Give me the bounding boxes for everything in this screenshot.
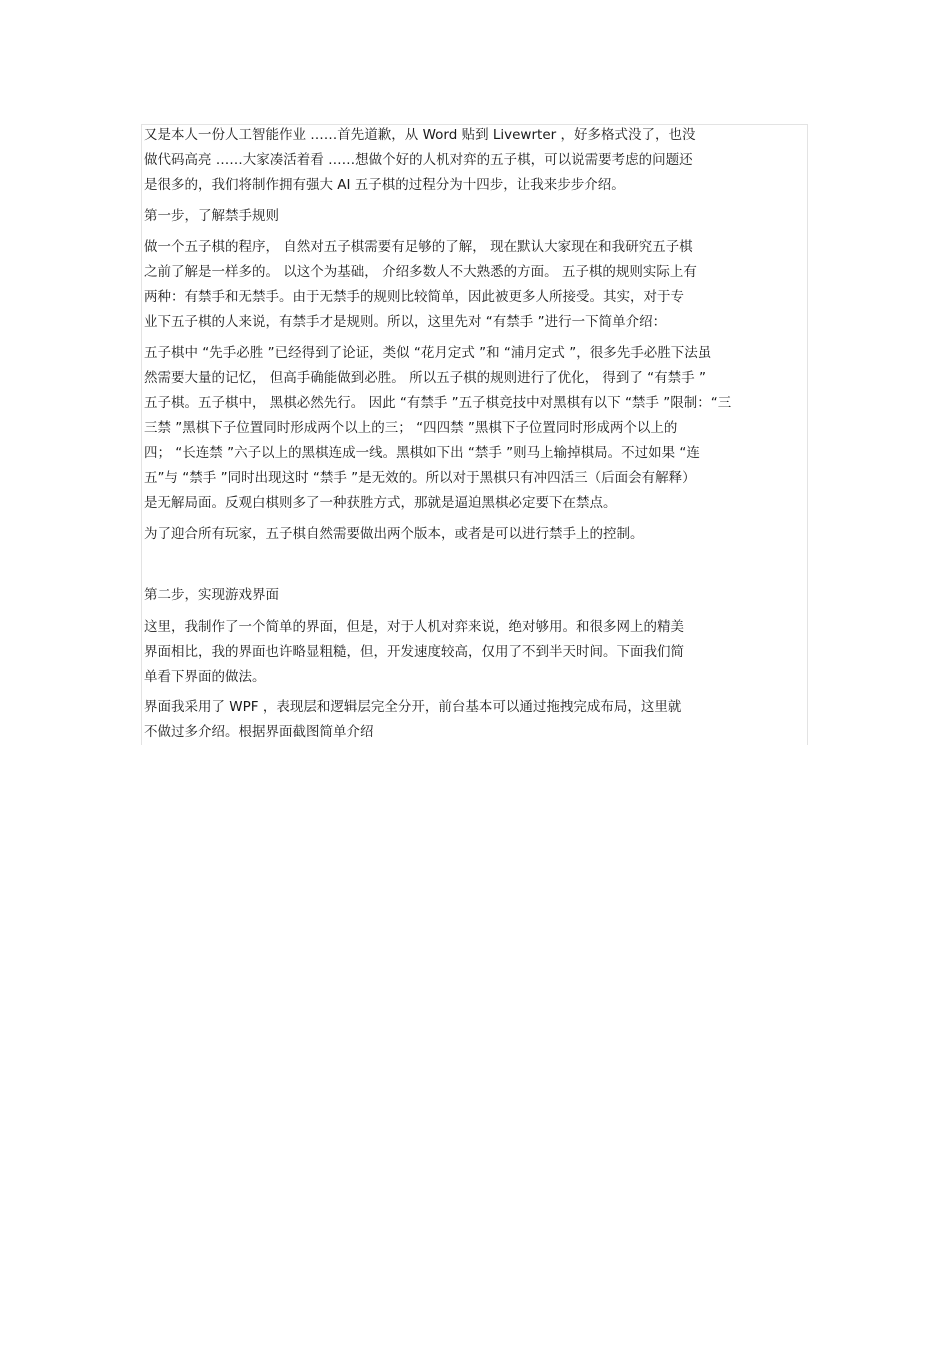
step1-para2-line-6: 五”与 “禁手 ”同时出现这时 “禁手 ”是无效的。所以对于黑棋只有冲四活三（后面会有解释） <box>144 470 696 486</box>
intro-line-2: 做代码高亮 ……大家凑活着看 ……想做个好的人机对弈的五子棋，可以说需要考虑的问题还 <box>144 152 693 168</box>
step1-para2-line-4: 三禁 ”黑棋下子位置同时形成两个以上的三； “四四禁 ”黑棋下子位置同时形成两个以上的 <box>144 420 678 436</box>
step1-heading: 第一步，了解禁手规则 <box>144 208 279 224</box>
step2-para1-line-3: 单看下界面的做法。 <box>144 669 266 685</box>
step1-para2-line-2: 然需要大量的记忆， 但高手确能做到必胜。 所以五子棋的规则进行了优化， 得到了 “有禁手 ” <box>144 370 706 386</box>
step2-para2-line-2: 不做过多介绍。根据界面截图简单介绍 <box>144 724 374 740</box>
step1-para1-line-3: 两种：有禁手和无禁手。由于无禁手的规则比较简单，因此被更多人所接受。其实，对于专 <box>144 289 684 305</box>
step2-heading: 第二步，实现游戏界面 <box>144 587 279 603</box>
step1-para2-line-7: 是无解局面。反观白棋则多了一种获胜方式，那就是逼迫黑棋必定要下在禁点。 <box>144 495 617 511</box>
step1-para1-line-4: 业下五子棋的人来说，有禁手才是规则。所以，这里先对 “有禁手 ”进行一下简单介绍： <box>144 314 667 330</box>
step1-para2-line-3: 五子棋。五子棋中， 黑棋必然先行。 因此 “有禁手 ”五子棋竞技中对黑棋有以下 “禁手 ”限制：“三 <box>144 395 732 411</box>
intro-line-3: 是很多的，我们将制作拥有强大 AI 五子棋的过程分为十四步，让我来步步介绍。 <box>144 177 625 193</box>
step2-para1-line-2: 界面相比，我的界面也许略显粗糙，但，开发速度较高，仅用了不到半天时间。下面我们简 <box>144 644 684 660</box>
step1-para1-line-1: 做一个五子棋的程序， 自然对五子棋需要有足够的了解， 现在默认大家现在和我研究五子棋 <box>144 239 693 255</box>
step2-para2-line-1: 界面我采用了 WPF ，表现层和逻辑层完全分开，前台基本可以通过拖拽完成布局，这里就 <box>144 699 682 715</box>
step1-para1-line-2: 之前了解是一样多的。 以这个为基础， 介绍多数人不大熟悉的方面。 五子棋的规则实际上有 <box>144 264 697 280</box>
intro-line-1: 又是本人一份人工智能作业 ……首先道歉，从 Word 贴到 Livewrter ，好多格式没了，也没 <box>144 127 696 143</box>
step1-para3-line-1: 为了迎合所有玩家，五子棋自然需要做出两个版本，或者是可以进行禁手上的控制。 <box>144 526 644 542</box>
step1-para2-line-1: 五子棋中 “先手必胜 ”已经得到了论证，类似 “花月定式 ”和 “浦月定式 ”，很多先手必胜下法虽 <box>144 345 712 361</box>
step1-para2-line-5: 四； “长连禁 ”六子以上的黑棋连成一线。黑棋如下出 “禁手 ”则马上输掉棋局。不过如果 “连 <box>144 445 700 461</box>
step2-para1-line-1: 这里，我制作了一个简单的界面，但是，对于人机对弈来说，绝对够用。和很多网上的精美 <box>144 619 684 635</box>
